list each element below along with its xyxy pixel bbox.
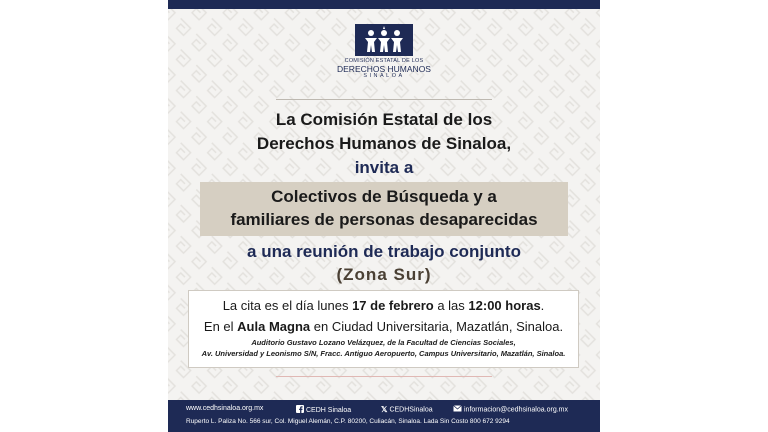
logo-text-human-rights: DERECHOS HUMANOS (337, 63, 431, 74)
address-line: Av. Universidad y Leonismo S/N, Fracc. Antiguo Aeropuerto, Campus Universitario, Mazatlán, Sinaloa. (201, 349, 566, 358)
x-handle: CEDHSinaloa (389, 406, 433, 414)
invitation-poster (168, 0, 600, 432)
footer-facebook[interactable] (296, 405, 351, 415)
venue-name: Aula Magna (237, 319, 311, 334)
email-address: informacion@cedhsinaloa.org.mx (464, 406, 568, 414)
zone-label: (Zona Sur) (336, 265, 432, 284)
facebook-icon (296, 405, 304, 415)
top-divider (276, 99, 492, 100)
venue-text-1: En el (203, 319, 238, 334)
invite-text: invita a (354, 158, 414, 177)
highlight-line-1: Colectivos de Búsqueda y a (271, 187, 497, 206)
x-icon: 𝕏 (381, 405, 388, 414)
date-text-2: a las (433, 298, 469, 313)
logo-text-state: SINALOA (363, 73, 405, 79)
highlight-line-2: familiares de personas desaparecidas (230, 210, 538, 229)
facebook-handle: CEDH Sinaloa (306, 406, 352, 414)
meeting-subtitle: a una reunión de trabajo conjunto (247, 242, 521, 261)
meeting-time: 12:00 horas (468, 298, 541, 313)
details-box (188, 290, 579, 368)
venue-text-2: en Ciudad Universitaria, Mazatlán, Sinaloa. (310, 319, 564, 334)
footer-x[interactable] (381, 405, 433, 414)
logo-text-commission: COMISIÓN ESTATAL DE LOS (344, 58, 424, 64)
venue-line (189, 319, 578, 334)
meeting-date: 17 de febrero (352, 298, 434, 313)
logo-emblem (355, 24, 413, 56)
title-line-2: Derechos Humanos de Sinaloa, (256, 134, 512, 153)
auditorium-line: Auditorio Gustavo Lozano Velázquez, de la Facultad de Ciencias Sociales, (251, 338, 516, 347)
footer-bar (168, 400, 600, 432)
bottom-divider (276, 376, 492, 377)
envelope-icon (453, 405, 462, 414)
footer-website[interactable]: www.cedhsinaloa.org.mx (186, 405, 264, 412)
top-bar (168, 0, 600, 9)
cedh-logo (332, 24, 436, 80)
title-line-1: La Comisión Estatal de los (275, 110, 493, 129)
footer-email[interactable] (453, 405, 568, 414)
date-text-3: . (540, 298, 545, 313)
date-text-1: La cita es el día lunes (222, 298, 353, 313)
footer-address: Ruperto L. Paliza No. 566 sur, Col. Miguel Alemán, C.P. 80200, Culiacán, Sinaloa. Lada Sin Costo 800 672 9294 (186, 418, 510, 425)
date-line (189, 298, 578, 313)
